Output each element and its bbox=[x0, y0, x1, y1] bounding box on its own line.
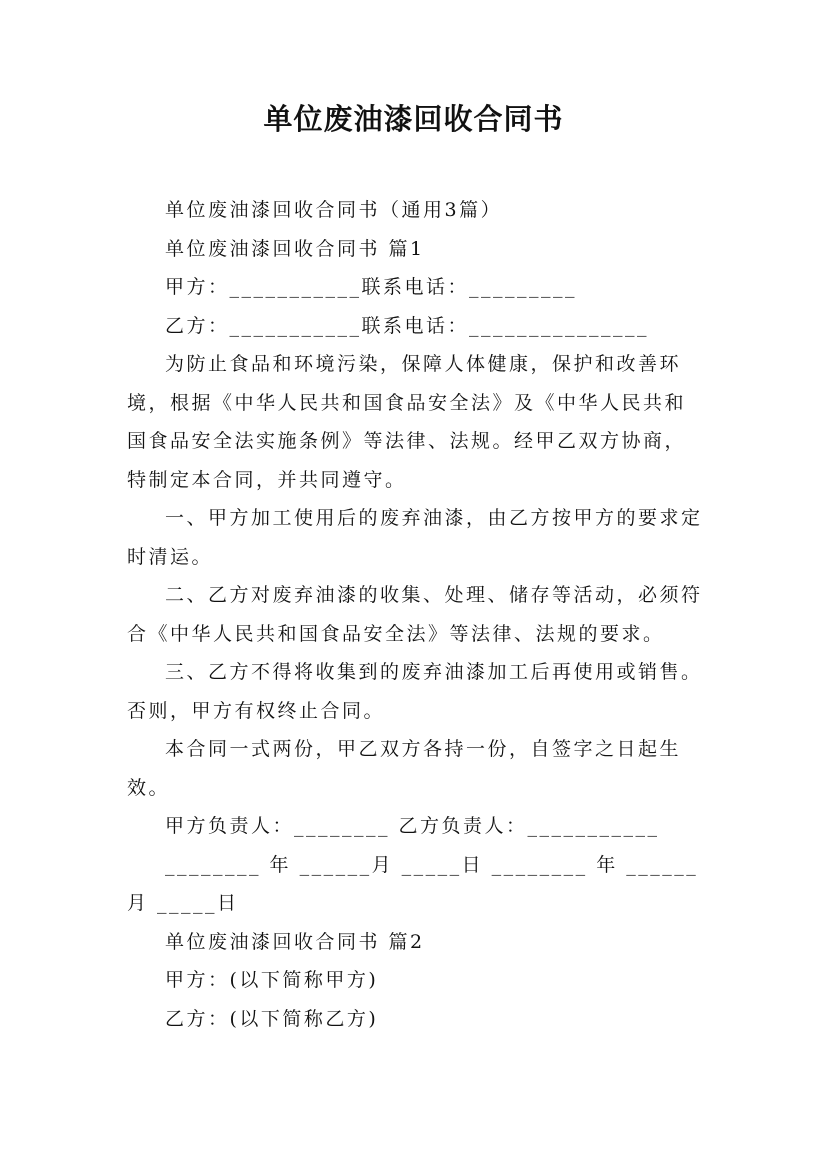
document-body bbox=[127, 191, 705, 1038]
signing-date-line: ________ 年 ______月 _____日 ________ 年 ______月 _____日 bbox=[127, 853, 699, 914]
document-title: 单位废油漆回收合同书 bbox=[263, 102, 564, 136]
party-b-line: 乙方：___________联系电话：_______________ bbox=[165, 314, 650, 337]
party-a-line-2: 甲方：(以下简称甲方) bbox=[165, 969, 379, 991]
preamble-paragraph: 为防止食品和环境污染，保障人体健康，保护和改善环境，根据《中华人民共和国食品安全法》及《中华人民共和国食品安全法实施条例》等法律、法规。经甲乙双方协商，特制定本合同，并共同遵守。 bbox=[127, 353, 687, 491]
clause-3: 三、乙方不得将收集到的废弃油漆加工后再使用或销售。否则，甲方有权终止合同。 bbox=[127, 661, 703, 722]
signatories-line: 甲方负责人：________ 乙方负责人：___________ bbox=[165, 815, 660, 837]
party-b-line-2: 乙方：(以下简称乙方) bbox=[165, 1007, 379, 1030]
clause-2: 二、乙方对废弃油漆的收集、处理、储存等活动，必须符合《中华人民共和国食品安全法》等法律、法规的要求。 bbox=[127, 584, 703, 645]
section-heading-2: 单位废油漆回收合同书 篇2 bbox=[165, 930, 425, 953]
collection-heading: 单位废油漆回收合同书（通用3篇） bbox=[165, 199, 503, 221]
clause-1: 一、甲方加工使用后的废弃油漆，由乙方按甲方的要求定时清运。 bbox=[127, 507, 703, 568]
section-heading-1: 单位废油漆回收合同书 篇1 bbox=[165, 237, 425, 260]
effective-clause: 本合同一式两份，甲乙双方各持一份，自签字之日起生效。 bbox=[127, 738, 682, 799]
party-a-line: 甲方：___________联系电话：_________ bbox=[165, 276, 578, 298]
